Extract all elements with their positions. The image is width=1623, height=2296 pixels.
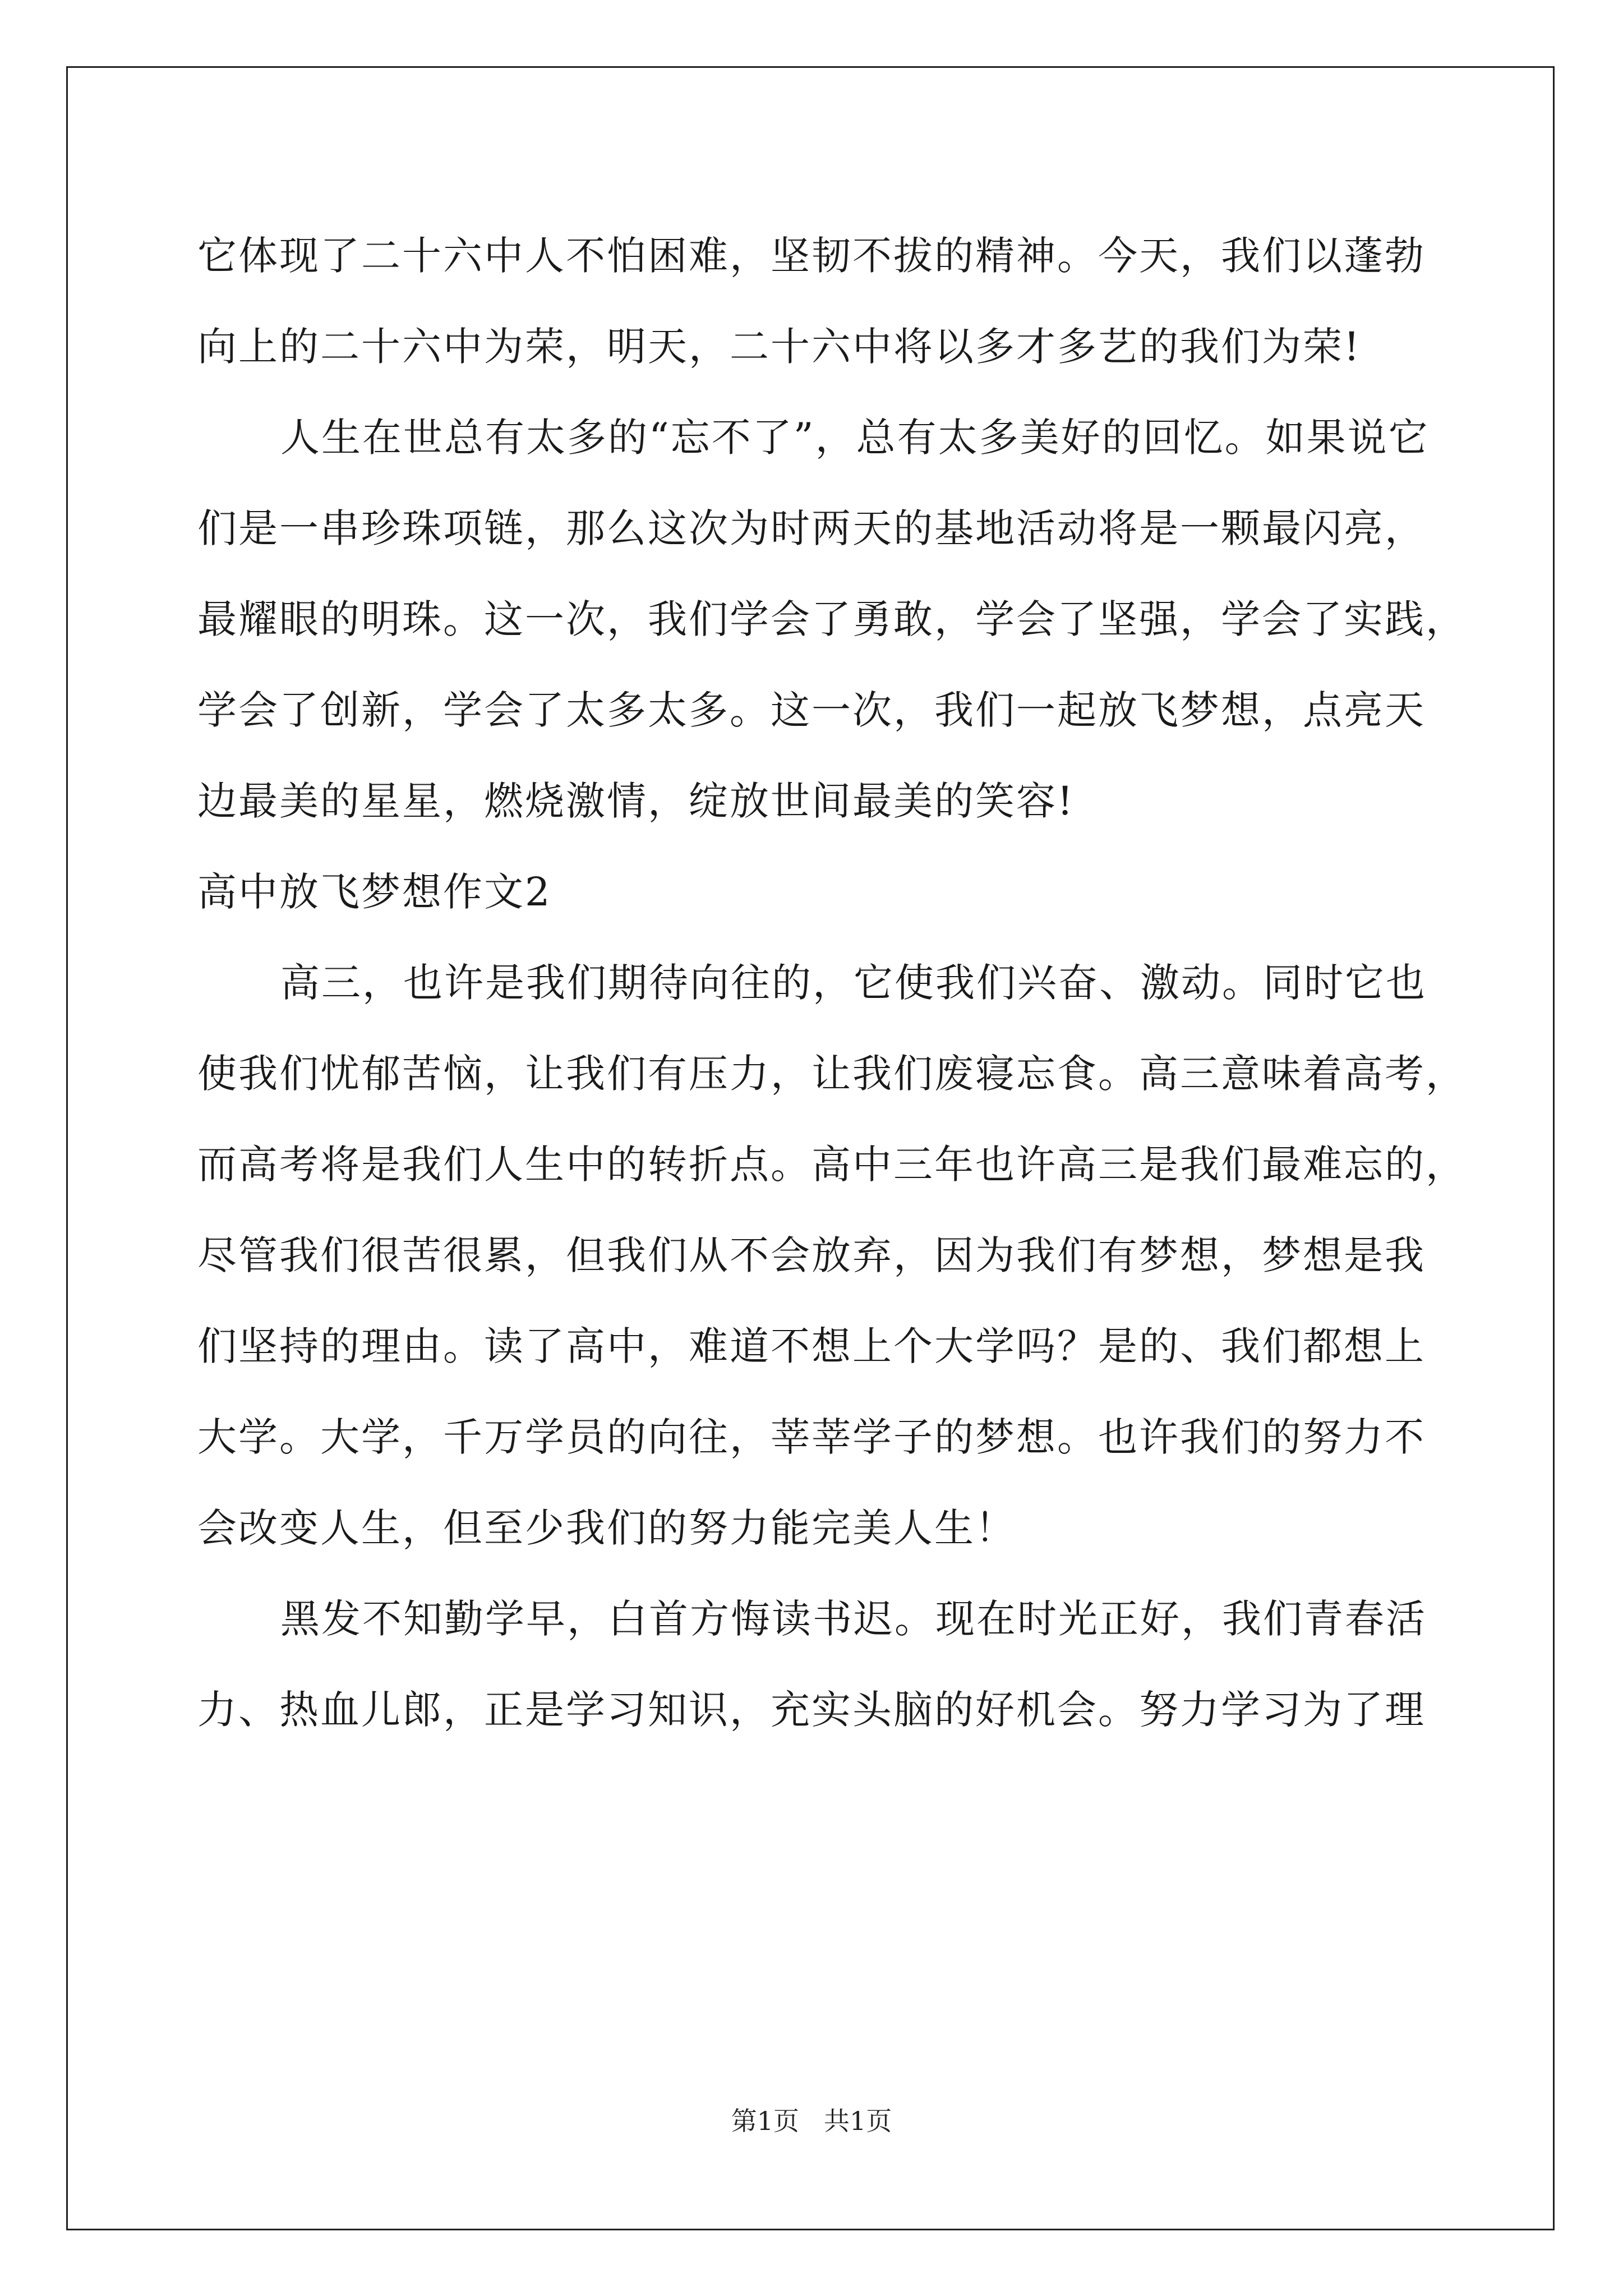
paragraph-start: 人生在世总有太多的“忘不了”，总有太多美好的回忆。如果说它: [280, 415, 1430, 461]
text-line: 向上的二十六中为荣，明天，二十六中将以多才多艺的我们为荣!: [197, 324, 1362, 370]
text-line: 使我们忧郁苦恼，让我们有压力，让我们废寝忘食。高三意味着高考，: [197, 1051, 1467, 1097]
text-line: 而高考将是我们人生中的转折点。高中三年也许高三是我们最难忘的，: [197, 1142, 1467, 1188]
text-line: 学会了创新，学会了太多太多。这一次，我们一起放飞梦想，点亮天: [197, 687, 1426, 733]
section-heading: 高中放飞梦想作文2: [197, 869, 552, 915]
text-line: 它体现了二十六中人不怕困难，坚韧不拔的精神。今天，我们以蓬勃: [197, 233, 1426, 279]
text-line: 边最美的星星，燃烧激情，绽放世间最美的笑容!: [197, 778, 1075, 824]
text-line: 会改变人生，但至少我们的努力能完美人生！: [197, 1505, 1016, 1551]
text-line: 们是一串珍珠项链，那么这次为时两天的基地活动将是一颗最闪亮，: [197, 505, 1426, 551]
page-total: 共1页: [824, 2106, 892, 2136]
page-number: 第1页: [731, 2106, 799, 2136]
paragraph-start: 黑发不知勤学早，白首方悔读书迟。现在时光正好，我们青春活: [280, 1596, 1427, 1642]
page-footer: [0, 2101, 1623, 2138]
text-line: 力、热血儿郎，正是学习知识，充实头脑的好机会。努力学习为了理: [197, 1687, 1426, 1733]
paragraph-start: 高三，也许是我们期待向往的，它使我们兴奋、激动。同时它也: [280, 960, 1427, 1006]
text-line: 们坚持的理由。读了高中，难道不想上个大学吗？是的、我们都想上: [197, 1323, 1426, 1369]
text-line: 最耀眼的明珠。这一次，我们学会了勇敢，学会了坚强，学会了实践，: [197, 596, 1467, 642]
text-line: 大学。大学，千万学员的向往，莘莘学子的梦想。也许我们的努力不: [197, 1414, 1426, 1460]
text-line: 尽管我们很苦很累，但我们从不会放弃，因为我们有梦想，梦想是我: [197, 1232, 1426, 1278]
document-body: [197, 210, 1467, 1755]
